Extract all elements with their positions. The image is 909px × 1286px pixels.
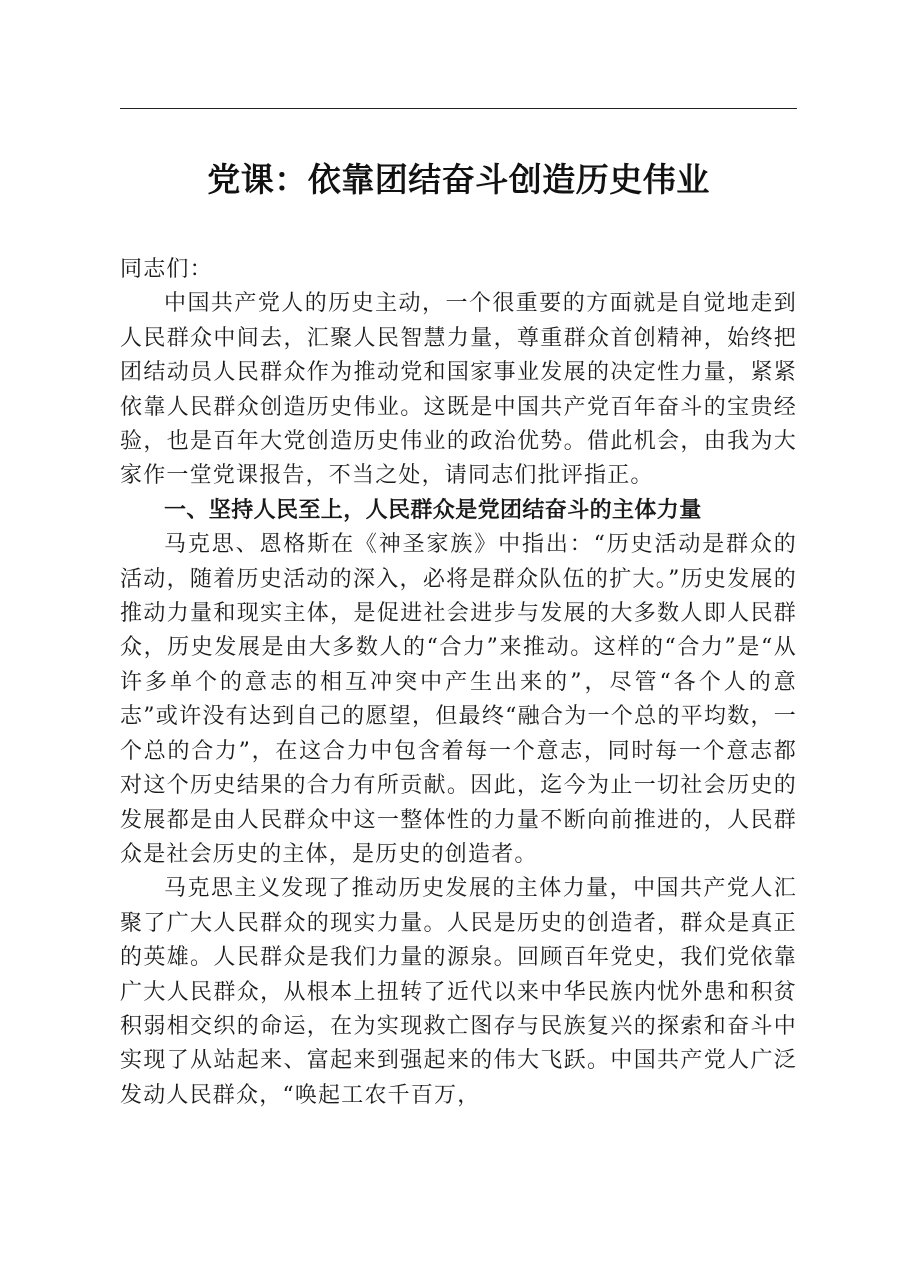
section-heading-1: 一、坚持人民至上，人民群众是党团结奋斗的主体力量 bbox=[164, 497, 702, 523]
paragraph-intro: 中国共产党人的历史主动，一个很重要的方面就是自觉地走到人民群众中间去，汇聚人民智慧力量，尊重群众首创精神，始终把团结动员人民群众作为推动党和国家事业发展的决定性力量，紧紧依靠人民群众创造历史伟业。这既是中国共产党百年奋斗的宝贵经验，也是百年大党创造历史伟业的政治优势。借此机会，由我为大家作一堂党课报告，不当之处，请同志们批评指正。 bbox=[120, 291, 797, 489]
header-rule bbox=[120, 108, 797, 109]
paragraph-marx-engels: 马克思、恩格斯在《神圣家族》中指出：“历史活动是群众的活动，随着历史活动的深入，必将是群众队伍的扩大。”历史发展的推动力量和现实主体，是促进社会进步与发展的大多数人即人民群众，历史发展是由大多数人的“合力”来推动。这样的“合力”是“从许多单个的意志的相互冲突中产生出来的”，尽管“各个人的意志”或许没有达到自己的愿望，但最终“融合为一个总的平均数，一个总的合力”，在这合力中包含着每一个意志，同时每一个意志都对这个历史结果的合力有所贡献。因此，迄今为止一切社会历史的发展都是由人民群众中这一整体性的力量不断向前推进的，人民群众是社会历史的主体，是历史的创造者。 bbox=[120, 532, 797, 867]
paragraph-main-force: 马克思主义发现了推动历史发展的主体力量，中国共产党人汇聚了广大人民群众的现实力量。人民是历史的创造者，群众是真正的英雄。人民群众是我们力量的源泉。回顾百年党史，我们党依靠广大人民群众，从根本上扭转了近代以来中华民族内忧外患和积贫积弱相交织的命运，在为实现救亡图存与民族复兴的探索和奋斗中实现了从站起来、富起来到强起来的伟大飞跃。中国共产党人广泛发动人民群众，“唤起工农千百万， bbox=[120, 876, 797, 1108]
greeting: 同志们： bbox=[120, 257, 213, 282]
document-title: 党课：依靠团结奋斗创造历史伟业 bbox=[207, 160, 710, 199]
document-body bbox=[120, 253, 797, 1113]
